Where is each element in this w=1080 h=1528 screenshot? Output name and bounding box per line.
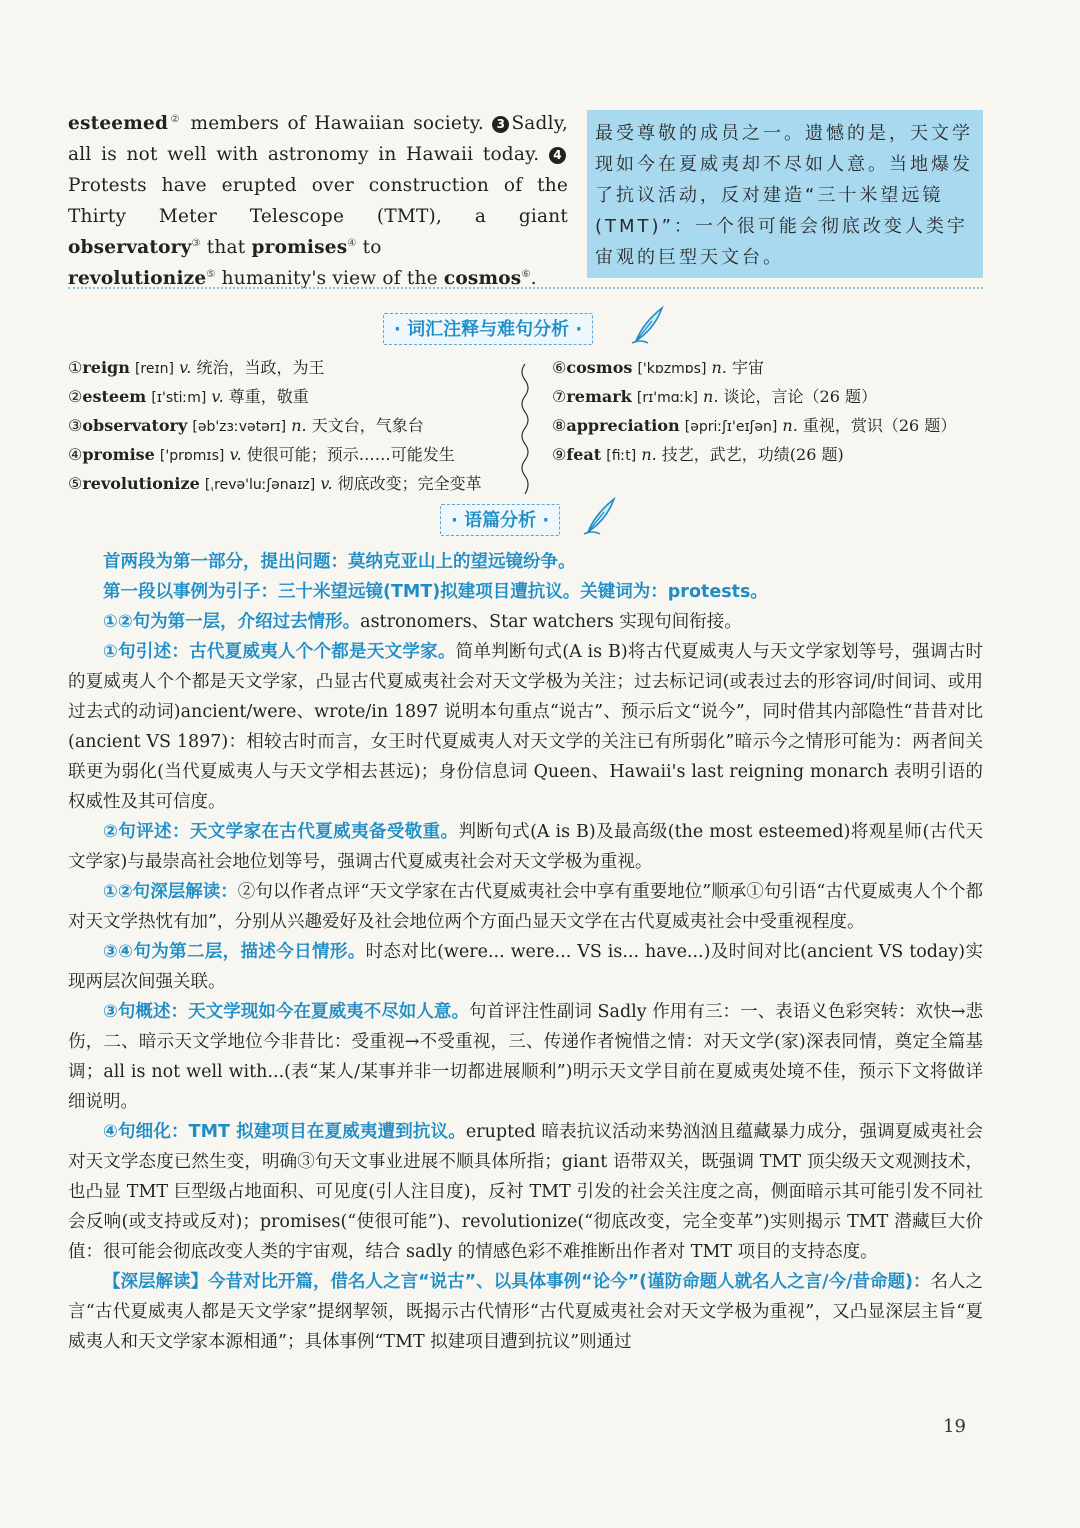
analysis-paragraph	[68, 637, 983, 817]
analysis-paragraph	[68, 877, 983, 937]
analysis-paragraph	[68, 997, 983, 1117]
sentence-number-badge: 3	[492, 116, 509, 133]
entry-pos: v.	[229, 445, 242, 464]
analysis-text: erupted 暗表抗议活动来势汹汹且蕴藏暴力成分，强调夏威夷社会对天文学态度已然生变，明确③句天文事业进展不顺具体所指；giant 语带双关，既强调 TMT 顶尖级天文观测技术，也凸显 TMT 巨型级占地面积、可见度(引人注目度)，反衬 TMT 引发的社会关注度之高，侧面暗示其可能引发不同社会反响(或支持或反对)；promises(“使很可能”)、revolutionize(“彻底改变，完全变革”)实则揭示 TMT 潜藏巨大价值：很可能会彻底改变人类的宇宙观，结合 sadly 的情感色彩不难推断出作者对 TMT 项目的支持态度。	[68, 1122, 983, 1262]
footnote-marker: ⑤	[206, 268, 216, 280]
entry-pos: n.	[782, 416, 798, 435]
entry-number: ⑤	[68, 474, 83, 493]
passage-text: Protests have erupted over construction of the Thirty Meter Telescope (TMT), a giant	[68, 175, 568, 227]
analysis-heading: ③④句为第二层，描述今日情形。	[103, 942, 366, 962]
entry-meaning: 技艺，武艺，功绩(26 题)	[661, 445, 844, 464]
vocab-list-left	[68, 354, 482, 499]
entry-phonetic: [reɪn]	[134, 361, 175, 377]
entry-phonetic: [rɪ'mɑːk]	[636, 390, 698, 406]
entry-pos: n.	[711, 358, 727, 377]
vocab-entry	[68, 383, 482, 412]
vocab-entry	[68, 354, 482, 383]
footnote-marker: ③	[191, 237, 201, 249]
section-divider	[68, 287, 983, 289]
entry-phonetic: [ɪ'stiːm]	[151, 390, 207, 406]
analysis-text: 时态对比(were... were... VS is... have...)及时间对比(ancient VS today)实现两层次间强关联。	[68, 942, 983, 992]
passage-text: members of Hawaiian society.	[182, 113, 493, 134]
analysis-text: astronomers、Star watchers 实现句间衔接。	[360, 612, 742, 632]
analysis-text: 句首评注性副词 Sadly 作用有三：一、表语义色彩突转：欢快→悲伤，二、暗示天文学地位今非昔比：受重视→不受重视，三、传递作者惋惜之情：对天文学(家)深表同情，奠定全篇基调；all is not well with...(表“某人/某事并非一切都进展顺利”)明示天文学目前在夏威夷处境不佳，预示下文将做详细说明。	[68, 1002, 983, 1112]
vocab-entry	[552, 383, 956, 412]
analysis-text: ②句以作者点评“天文学家在古代夏威夷社会中享有重要地位”顺承①句引语“古代夏威夷人个个都对天文学热忱有加”，分别从兴趣爱好及社会地位两个方面凸显天文学在古代夏威夷社会中受重视程度。	[68, 882, 983, 932]
vocab-list-right	[552, 354, 956, 470]
entry-meaning: 尊重，敬重	[228, 387, 309, 406]
entry-pos: v.	[179, 358, 192, 377]
analysis-heading: ③句概述：天文学现如今在夏威夷不尽如人意。	[103, 1002, 470, 1022]
english-passage	[68, 108, 568, 294]
sentence-number-badge: 4	[549, 147, 566, 164]
entry-number: ⑨	[552, 445, 567, 464]
vocab-entry	[552, 441, 956, 470]
entry-phonetic: [fiːt]	[606, 448, 637, 464]
discourse-analysis	[68, 547, 983, 1357]
entry-pos: n.	[291, 416, 307, 435]
passage-text: .	[530, 268, 537, 289]
entry-number: ②	[68, 387, 83, 406]
analysis-heading: ①②句深层解读：	[103, 882, 238, 902]
vocab-entry	[68, 441, 482, 470]
entry-pos: v.	[211, 387, 224, 406]
passage-text: to	[356, 237, 382, 258]
entry-word: esteem	[82, 387, 147, 406]
entry-pos: v.	[320, 474, 333, 493]
entry-pos: n.	[641, 445, 657, 464]
entry-word: revolutionize	[82, 474, 200, 493]
entry-word: promise	[82, 445, 155, 464]
analysis-paragraph	[68, 937, 983, 997]
analysis-heading: 【深层解读】今昔对比开篇，借名人之言“说古”、以具体事例“论今”(谨防命题人就名人之言/今/昔命题)：	[103, 1272, 931, 1292]
page-number: 19	[943, 1416, 966, 1437]
vocab-entry	[68, 470, 482, 499]
analysis-paragraph	[68, 1267, 983, 1357]
vocab-entry	[552, 412, 956, 441]
entry-pos: n.	[703, 387, 719, 406]
analysis-heading: 首两段为第一部分，提出问题：莫纳克亚山上的望远镜纷争。	[103, 552, 576, 572]
analysis-paragraph	[68, 607, 983, 637]
entry-meaning: 宇宙	[731, 358, 764, 377]
analysis-text: 判断句式(A is B)及最高级(the most esteemed)将观星师(古代天文学家)与最崇高社会地位划等号，强调古代夏威夷社会对天文学极为重视。	[68, 822, 983, 872]
footnote-marker: ②	[168, 113, 183, 125]
entry-meaning: 天文台，气象台	[311, 416, 424, 435]
vocab-section-title: · 词汇注释与难句分析 ·	[394, 319, 583, 340]
passage-text: that	[200, 237, 252, 258]
vocab-word-esteemed: esteemed	[68, 113, 169, 134]
analysis-heading: ④句细化：TMT 拟建项目在夏威夷遭到抗议。	[103, 1122, 466, 1142]
entry-number: ③	[68, 416, 83, 435]
footnote-marker: ⑥	[521, 268, 531, 280]
analysis-paragraph	[68, 577, 983, 607]
entry-phonetic: ['kɒzmɒs]	[637, 361, 707, 377]
vocab-word-observatory: observatory	[68, 237, 192, 258]
analysis-paragraph	[68, 817, 983, 877]
entry-word: reign	[82, 358, 130, 377]
analysis-heading: ①句引述：古代夏威夷人个个都是天文学家。	[103, 642, 456, 662]
vocab-word-cosmos: cosmos	[443, 268, 522, 289]
discourse-section-header	[440, 504, 560, 536]
entry-meaning: 谈论，言论（26 题）	[723, 387, 877, 406]
entry-meaning: 彻底改变；完全变革	[337, 474, 482, 493]
entry-number: ⑧	[552, 416, 567, 435]
analysis-heading: ②句评述：天文学家在古代夏威夷备受敬重。	[103, 822, 459, 842]
quill-pen-icon	[582, 496, 618, 536]
vocab-word-revolutionize: revolutionize	[68, 268, 207, 289]
column-wave-divider	[518, 364, 532, 494]
passage-text: Sadly, all is not well with astronomy in Hawaii today.	[68, 113, 568, 165]
entry-phonetic: [əb'zɜːvətərɪ]	[192, 419, 287, 435]
entry-number: ①	[68, 358, 83, 377]
entry-word: feat	[566, 445, 602, 464]
entry-number: ⑥	[552, 358, 567, 377]
analysis-heading: 第一段以事例为引子：三十米望远镜(TMT)拟建项目遭抗议。关键词为：protests。	[103, 582, 768, 602]
entry-number: ⑦	[552, 387, 567, 406]
entry-number: ④	[68, 445, 83, 464]
entry-meaning: 重视，赏识（26 题）	[802, 416, 957, 435]
analysis-paragraph	[68, 547, 983, 577]
entry-word: appreciation	[566, 416, 680, 435]
entry-meaning: 使很可能；预示……可能发生	[246, 445, 455, 464]
entry-word: remark	[566, 387, 632, 406]
discourse-section-title: · 语篇分析 ·	[451, 510, 550, 531]
entry-word: observatory	[82, 416, 188, 435]
entry-meaning: 统治，当政，为王	[196, 358, 325, 377]
analysis-text: 简单判断句式(A is B)将古代夏威夷人与天文学家划等号，强调古时的夏威夷人个个都是天文学家，凸显古代夏威夷社会对天文学极为关注；过去标记词(或表过去的形容词/时间词、或用过去式的动词)ancient/were、wrote/in 1897 说明本句重点“说古”、预示后文“说今”，同时借其内部隐性“昔昔对比(ancient VS 1897)：相较古时而言，女王时代夏威夷人对天文学的关注已有所弱化”暗示今之情形可能为：两者间关联更为弱化(当代夏威夷人与天文学相去甚远)；身份信息词 Queen、Hawaii's last reigning monarch 表明引语的权威性及其可信度。	[68, 642, 983, 812]
analysis-heading: ①②句为第一层，介绍过去情形。	[103, 612, 361, 632]
vocab-entry	[68, 412, 482, 441]
analysis-paragraph	[68, 1117, 983, 1267]
analysis-text: 名人之言“古代夏威夷人都是天文学家”提纲挈领，既揭示古代情形“古代夏威夷社会对天文学极为重视”，又凸显深层主旨“夏威夷人和天文学家本源相通”；具体事例“TMT 拟建项目遭到抗议”则通过	[68, 1272, 983, 1352]
entry-phonetic: ['prɒmɪs]	[159, 448, 225, 464]
vocab-section-header	[383, 313, 593, 345]
chinese-translation-box: 最受尊敬的成员之一。遗憾的是，天文学现如今在夏威夷却不尽如人意。当地爆发了抗议活动，反对建造“三十米望远镜(TMT)”：一个很可能会彻底改变人类宇宙观的巨型天文台。	[587, 110, 983, 278]
quill-pen-icon	[630, 305, 666, 345]
footnote-marker: ④	[347, 237, 357, 249]
entry-phonetic: [əpriːʃɪ'eɪʃən]	[684, 419, 778, 435]
entry-phonetic: [ˌrevə'luːʃənaɪz]	[204, 477, 316, 493]
vocab-entry	[552, 354, 956, 383]
entry-word: cosmos	[566, 358, 633, 377]
vocab-word-promises: promises	[251, 237, 348, 258]
passage-text: humanity's view of the	[215, 268, 444, 289]
